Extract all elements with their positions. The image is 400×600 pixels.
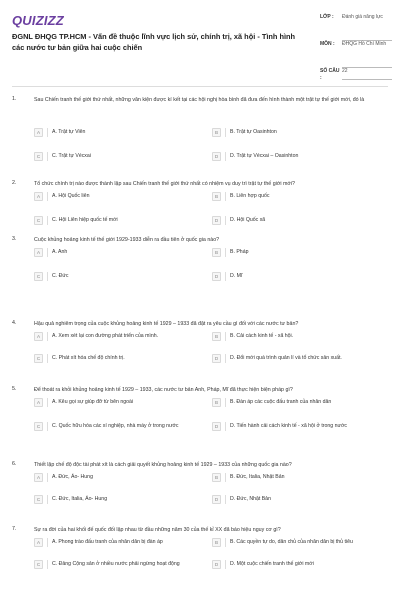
option-letter-badge: A xyxy=(34,538,43,547)
option-separator xyxy=(47,538,48,547)
option-letter-badge: D xyxy=(212,272,221,281)
option-c[interactable] xyxy=(34,354,204,363)
option-c[interactable] xyxy=(34,152,204,161)
option-letter-badge: C xyxy=(34,495,43,504)
option-c[interactable] xyxy=(34,272,204,281)
option-separator xyxy=(47,272,48,281)
option-text: C. Đức, Italia, Áo- Hung xyxy=(52,496,108,502)
option-letter-badge: C xyxy=(34,560,43,569)
question-text: Thiết lập chế độ độc tài phát xít là cách giải quyết khủng hoảng kinh tế 1929 – 1933 của những quốc gia nào? xyxy=(34,462,292,468)
option-separator xyxy=(225,128,226,137)
question-text: Hậu quả nghiêm trọng của cuộc khủng hoảng kinh tế 1929 – 1933 đã đặt ra yêu cầu gì đối với các nước tư bản? xyxy=(34,321,299,327)
option-text: B. Liên hợp quốc xyxy=(230,193,270,199)
option-letter-badge: D xyxy=(212,354,221,363)
option-text: D. Tiến hành cải cách kinh tế - xã hội ở trong nước xyxy=(230,423,347,429)
option-separator xyxy=(225,354,226,363)
option-d[interactable] xyxy=(212,495,382,504)
option-separator xyxy=(47,495,48,504)
option-letter-badge: C xyxy=(34,152,43,161)
option-letter-badge: C xyxy=(34,422,43,431)
option-text: D. Hội Quốc xã xyxy=(230,217,266,223)
option-text: D. Một cuộc chiến tranh thế giới mới xyxy=(230,561,314,567)
option-separator xyxy=(47,152,48,161)
header-divider xyxy=(12,86,388,87)
worksheet-title: ĐGNL ĐHQG TP.HCM - Vấn đề thuộc lĩnh vực lịch sử, chính trị, xã hội - Tình hình các nước tư bản giữa hai cuộc chiến xyxy=(12,32,296,52)
option-letter-badge: C xyxy=(34,354,43,363)
option-text: A. Hội Quốc liên xyxy=(52,193,90,199)
option-letter-badge: D xyxy=(212,560,221,569)
question-text: Để thoát ra khỏi khủng hoảng kinh tế 1929 – 1933, các nước tư bản Anh, Pháp, Mĩ đã thực hiện biện pháp gì? xyxy=(34,387,293,393)
question-number: 2. xyxy=(12,180,17,186)
option-letter-badge: A xyxy=(34,248,43,257)
option-text: D. Trật tự Vécxai – Oasinhton xyxy=(230,153,299,159)
question-text: Tổ chức chính trị nào được thành lập sau Chiến tranh thế giới thứ nhất có nhiệm vụ duy trì trật tự thế giới mới? xyxy=(34,181,295,187)
option-d[interactable] xyxy=(212,272,382,281)
option-b[interactable] xyxy=(212,248,382,257)
option-text: B. Các quyền tự do, dân chủ của nhân dân bị thủ tiêu xyxy=(230,539,353,545)
option-separator xyxy=(47,192,48,201)
option-text: C. Đức xyxy=(52,273,69,279)
option-text: B. Trật tự Oasinhton xyxy=(230,129,277,135)
question-number: 5. xyxy=(12,386,17,392)
option-text: B. Đức, Italia, Nhật Bản xyxy=(230,474,285,480)
option-letter-badge: B xyxy=(212,128,221,137)
option-text: D. Đổi mới quá trình quản lí và tổ chức sản xuất. xyxy=(230,355,342,361)
option-b[interactable] xyxy=(212,128,382,137)
option-letter-badge: B xyxy=(212,332,221,341)
option-separator xyxy=(225,216,226,225)
option-separator xyxy=(225,332,226,341)
meta-row-class xyxy=(320,14,392,41)
option-separator xyxy=(47,248,48,257)
option-c[interactable] xyxy=(34,422,204,431)
meta-label-class: LỚP : xyxy=(320,14,334,20)
option-text: A. Kêu gọi sự giúp đỡ từ bên ngoài xyxy=(52,399,134,405)
meta-row-subject xyxy=(320,41,392,68)
option-separator xyxy=(47,128,48,137)
option-separator xyxy=(225,192,226,201)
option-letter-badge: B xyxy=(212,398,221,407)
option-separator xyxy=(47,560,48,569)
option-letter-badge: C xyxy=(34,272,43,281)
option-d[interactable] xyxy=(212,422,382,431)
option-text: C. Phát xít hóa chế độ chính trị. xyxy=(52,355,125,361)
meta-value-subject: ĐHQG Hồ Chí Minh xyxy=(342,41,392,68)
option-separator xyxy=(225,473,226,482)
option-b[interactable] xyxy=(212,538,382,547)
option-text: C. Trật tự Vécxai xyxy=(52,153,91,159)
option-separator xyxy=(225,398,226,407)
meta-row-count xyxy=(320,68,392,80)
option-separator xyxy=(47,398,48,407)
option-letter-badge: D xyxy=(212,216,221,225)
option-d[interactable] xyxy=(212,354,382,363)
option-d[interactable] xyxy=(212,216,382,225)
option-text: A. Anh xyxy=(52,249,68,255)
option-separator xyxy=(225,495,226,504)
option-letter-badge: B xyxy=(212,248,221,257)
option-a[interactable] xyxy=(34,538,204,547)
option-letter-badge: B xyxy=(212,473,221,482)
option-letter-badge: A xyxy=(34,398,43,407)
option-c[interactable] xyxy=(34,495,204,504)
worksheet-meta xyxy=(320,14,392,80)
option-a[interactable] xyxy=(34,473,204,482)
option-separator xyxy=(225,538,226,547)
option-letter-badge: D xyxy=(212,422,221,431)
option-letter-badge: D xyxy=(212,152,221,161)
option-a[interactable] xyxy=(34,248,204,257)
option-b[interactable] xyxy=(212,192,382,201)
option-text: A. Đức, Áo- Hung xyxy=(52,474,93,480)
option-separator xyxy=(47,332,48,341)
question-number: 1. xyxy=(12,96,17,102)
option-d[interactable] xyxy=(212,152,382,161)
option-text: A. Xem xét lại con đường phát triển của mình. xyxy=(52,333,159,339)
option-text: C. Quốc hữu hóa các xí nghiệp, nhà máy ở trong nước xyxy=(52,423,179,429)
question-number: 6. xyxy=(12,461,17,467)
option-text: B. Pháp xyxy=(230,249,249,255)
option-letter-badge: B xyxy=(212,192,221,201)
option-separator xyxy=(47,473,48,482)
option-separator xyxy=(47,422,48,431)
question-number: 7. xyxy=(12,526,17,532)
option-letter-badge: A xyxy=(34,473,43,482)
meta-value-class: Đánh giá năng lực xyxy=(342,14,392,41)
question-text: Sự ra đời của hai khối đế quốc đối lập nhau từ đầu những năm 30 của thế kỉ XX đã báo hiệu nguy cơ gì? xyxy=(34,527,281,533)
quizizz-logo[interactable]: QUIZIZZ xyxy=(12,13,64,28)
option-text: B. Cải cách kinh tế - xã hội. xyxy=(230,333,294,339)
meta-value-count: 22 xyxy=(342,68,392,80)
option-separator xyxy=(225,422,226,431)
question-number: 3. xyxy=(12,236,17,242)
option-separator xyxy=(47,216,48,225)
option-a[interactable] xyxy=(34,398,204,407)
option-text: B. Đàn áp các cuộc đấu tranh của nhân dân xyxy=(230,399,332,405)
question-text: Sau Chiến tranh thế giới thứ nhất, những văn kiện được kí kết tại các hội nghị hòa bình đã đưa đến hình thành một trật tự thế giới mới, đó là xyxy=(34,97,365,103)
option-b[interactable] xyxy=(212,332,382,341)
option-text: C. Đảng Cộng sản ở nhiều nước phải ngừng hoạt động xyxy=(52,561,180,567)
option-letter-badge: A xyxy=(34,332,43,341)
option-letter-badge: C xyxy=(34,216,43,225)
option-text: D. Mĩ xyxy=(230,273,243,279)
option-separator xyxy=(225,248,226,257)
option-letter-badge: D xyxy=(212,495,221,504)
option-text: C. Hội Liên hiệp quốc tế mới xyxy=(52,217,118,223)
option-text: D. Đức, Nhật Bản xyxy=(230,496,271,502)
option-letter-badge: A xyxy=(34,192,43,201)
option-b[interactable] xyxy=(212,473,382,482)
option-a[interactable] xyxy=(34,192,204,201)
option-text: A. Trật tự Viên xyxy=(52,129,86,135)
option-separator xyxy=(225,152,226,161)
option-separator xyxy=(225,272,226,281)
meta-label-count: SỐ CÂU : xyxy=(320,68,340,81)
option-c[interactable] xyxy=(34,216,204,225)
option-letter-badge: A xyxy=(34,128,43,137)
question-number: 4. xyxy=(12,320,17,326)
option-a[interactable] xyxy=(34,332,204,341)
option-a[interactable] xyxy=(34,128,204,137)
option-separator xyxy=(47,354,48,363)
option-b[interactable] xyxy=(212,398,382,407)
option-c[interactable] xyxy=(34,560,204,569)
worksheet-header xyxy=(0,0,400,84)
option-separator xyxy=(225,560,226,569)
question-text: Cuộc khủng hoảng kinh tế thế giới 1929-1933 diễn ra đầu tiên ở quốc gia nào? xyxy=(34,237,220,243)
option-letter-badge: B xyxy=(212,538,221,547)
option-d[interactable] xyxy=(212,560,382,569)
option-text: A. Phong trào đấu tranh của nhân dân bị đàn áp xyxy=(52,539,163,545)
meta-label-subject: MÔN : xyxy=(320,41,335,47)
